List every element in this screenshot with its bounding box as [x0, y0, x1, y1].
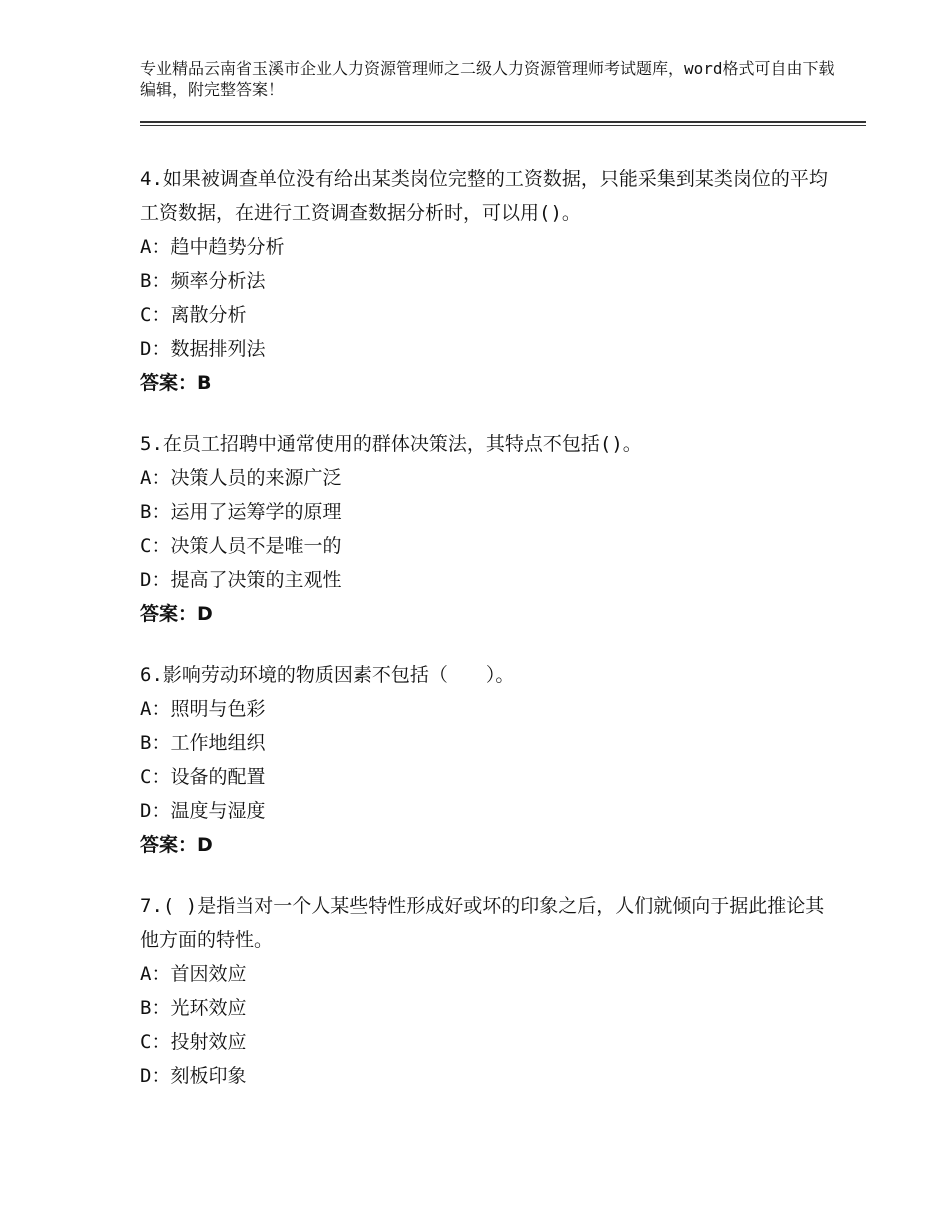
question-4 [140, 162, 830, 400]
option-d: D：温度与湿度 [140, 800, 266, 822]
option-b: B：工作地组织 [140, 732, 266, 754]
option-a: A：照明与色彩 [140, 698, 266, 720]
question-stem: 7.( )是指当对一个人某些特性形成好或坏的印象之后，人们就倾向于据此推论其他方面的特性。 [140, 895, 825, 951]
question-list [140, 162, 830, 1120]
question-5 [140, 427, 830, 631]
option-d: D：提高了决策的主观性 [140, 569, 342, 591]
answer-line: 答案：D [140, 603, 213, 625]
option-a: A：首因效应 [140, 963, 247, 985]
option-b: B：频率分析法 [140, 270, 266, 292]
option-b: B：光环效应 [140, 997, 247, 1019]
option-a: A：趋中趋势分析 [140, 236, 285, 258]
option-a: A：决策人员的来源广泛 [140, 467, 342, 489]
option-d: D：刻板印象 [140, 1065, 247, 1087]
option-d: D：数据排列法 [140, 338, 266, 360]
question-7 [140, 889, 830, 1093]
option-b: B：运用了运筹学的原理 [140, 501, 342, 523]
option-c: C：设备的配置 [140, 766, 266, 788]
answer-line: 答案：B [140, 372, 212, 394]
option-c: C：投射效应 [140, 1031, 247, 1053]
question-stem: 5.在员工招聘中通常使用的群体决策法，其特点不包括()。 [140, 433, 642, 455]
question-stem: 4.如果被调查单位没有给出某类岗位完整的工资数据，只能采集到某类岗位的平均工资数据，在进行工资调查数据分析时，可以用()。 [140, 168, 828, 224]
question-6 [140, 658, 830, 862]
header-divider-thick [140, 121, 866, 123]
option-c: C：决策人员不是唯一的 [140, 535, 342, 557]
option-c: C：离散分析 [140, 304, 247, 326]
header-divider-thin [140, 125, 866, 126]
document-header: 专业精品云南省玉溪市企业人力资源管理师之二级人力资源管理师考试题库，word格式可自由下载编辑，附完整答案！ [140, 59, 835, 99]
question-stem: 6.影响劳动环境的物质因素不包括（ ）。 [140, 664, 515, 686]
answer-line: 答案：D [140, 834, 213, 856]
